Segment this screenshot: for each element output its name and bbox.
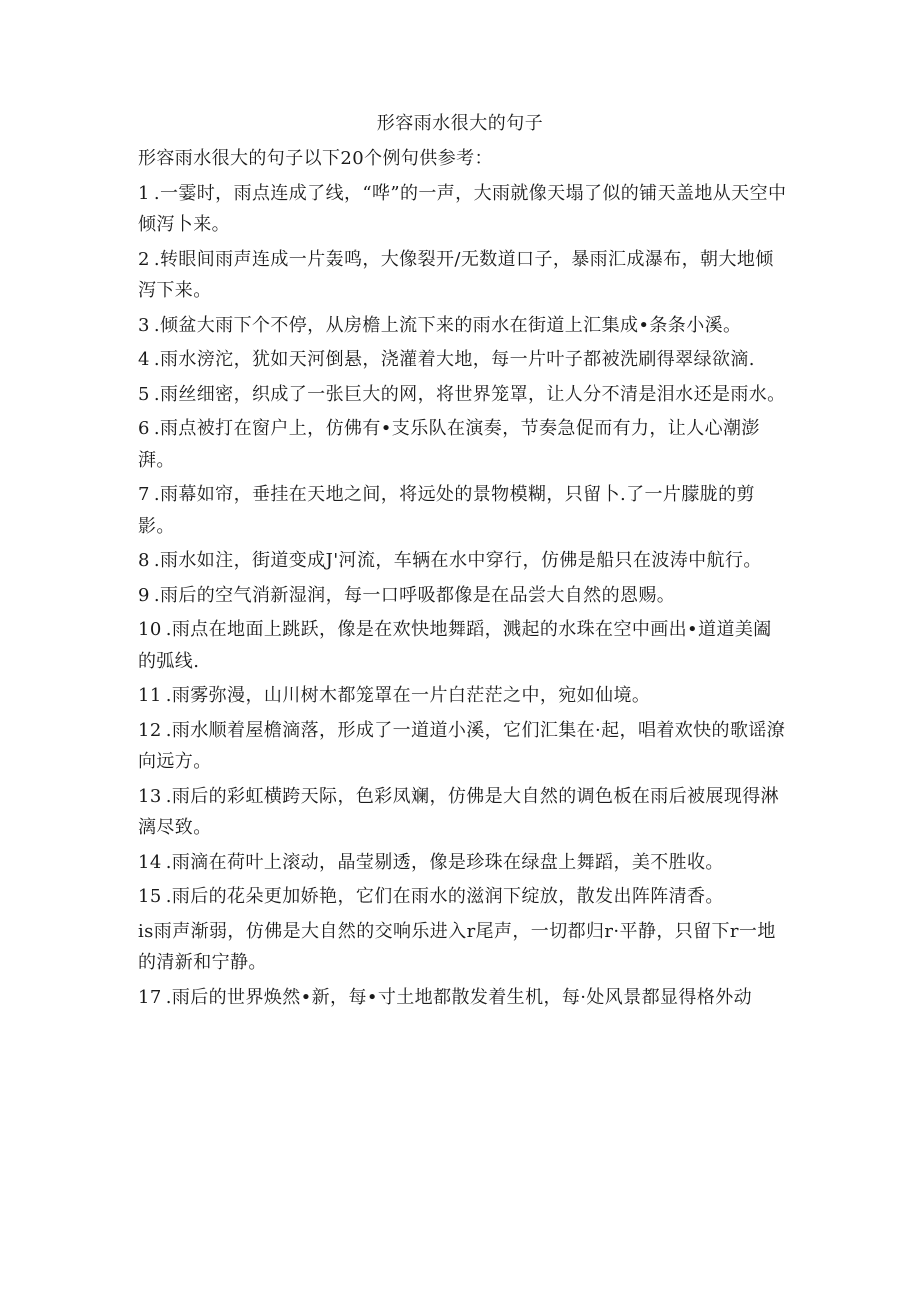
list-item [138, 545, 788, 577]
list-item [138, 847, 788, 879]
intro-paragraph: 形容雨水很大的句子以下20个例句供参考： [138, 148, 493, 169]
list-item [138, 344, 788, 376]
item-number: 17 [138, 986, 162, 1008]
item-number: 14 [138, 851, 162, 873]
item-text: .一霎时，雨点连成了线，“哗”的一声，大雨就像天塌了似的铺天盖地从天空中倾泻卜来。 [138, 182, 787, 235]
item-number: 10 [138, 619, 162, 640]
item-number: 8 [138, 550, 150, 571]
item-number: 6 [138, 418, 150, 439]
list-item [138, 580, 788, 612]
item-number: 2 [138, 248, 150, 270]
item-text: .转眼间雨声连成一片轰鸣，大像裂开/无数道口子，暴雨汇成瀑布，朝大地倾泻下来。 [138, 248, 774, 301]
document-title: 形容雨水很大的句子 [376, 113, 544, 134]
item-text: .倾盆大雨下个不停，从房檐上流下来的雨水在街道上汇集成•条条小溪。 [153, 314, 742, 336]
list-item [138, 178, 788, 241]
item-text: .雨点在地面上跳跃，像是在欢快地舞蹈，溅起的水珠在空中画出•道道美阖的弧线. [138, 619, 772, 672]
item-text: .雨滴在荷叶上滚动，晶莹剔透，像是珍珠在绿盘上舞蹈，美不胜收。 [165, 851, 724, 873]
item-text: .雨后的花朵更加娇艳，它们在雨水的滋润下绽放，散发出阵阵清香。 [165, 886, 724, 907]
item-number: 3 [138, 314, 150, 336]
item-text: .雨后的彩虹横跨天际，色彩凤斓，仿佛是大自然的调色板在雨后被展现得淋漓尽致。 [138, 785, 780, 838]
list-item [138, 379, 788, 411]
item-text: .雨后的世界焕然•新，每•寸土地都散发着生机，每·处风景都显得格外动 [165, 986, 752, 1008]
list-item [138, 614, 788, 677]
list-item [138, 715, 788, 778]
item-text: .雨幕如帘，垂挂在天地之间，将远处的景物模糊，只留卜.了一片朦胧的剪影。 [138, 484, 755, 537]
list-item [138, 982, 788, 1014]
item-number: is [138, 920, 154, 942]
item-text: .雨水滂沱，犹如天河倒悬，浇灌着大地，每一片叶子都被洗刷得翠绿欲滴. [153, 349, 755, 370]
list-item [138, 310, 788, 342]
item-text: .雨水顺着屋檐滴落，形成了一道道小溪，它们汇集在·起，唱着欢快的歌谣潦向远方。 [138, 719, 786, 772]
item-number: 7 [138, 484, 150, 505]
list-item [138, 916, 788, 979]
item-text: .雨丝细密，织成了一张巨大的网，将世界笼罩，让人分不清是泪水还是雨水。 [153, 383, 786, 405]
list-item [138, 881, 788, 913]
item-number: 15 [138, 886, 162, 907]
list-item [138, 413, 788, 476]
item-text: .雨水如注，街道变成J'河流，车辆在水中穿行，仿佛是船只在波涛中航行。 [153, 550, 762, 571]
item-text: .雨后的空气消新湿润，每一口呼吸都像是在品尝大自然的恩赐。 [153, 584, 676, 606]
list-item [138, 479, 788, 542]
item-number: 1 [138, 182, 150, 204]
item-text: .雨点被打在窗户上，仿佛有•支乐队在演奏，节奏急促而有力，让人心潮澎湃。 [138, 418, 760, 471]
document-body [138, 143, 788, 1016]
item-number: 12 [138, 719, 162, 741]
item-number: 9 [138, 584, 150, 606]
item-text: .雨雾弥漫，山川树木都笼罩在一片白茫茫之中，宛如仙境。 [165, 685, 651, 706]
list-item [138, 244, 788, 307]
item-number: 5 [138, 383, 150, 405]
list-item [138, 781, 788, 844]
list-item [138, 680, 788, 712]
item-number: 13 [138, 785, 162, 807]
item-number: 4 [138, 349, 150, 370]
item-text: 雨声渐弱，仿佛是大自然的交响乐进入r尾声，一切都归r·平静，只留下r一地的清新和宁静。 [138, 920, 776, 973]
item-number: 11 [138, 685, 162, 706]
